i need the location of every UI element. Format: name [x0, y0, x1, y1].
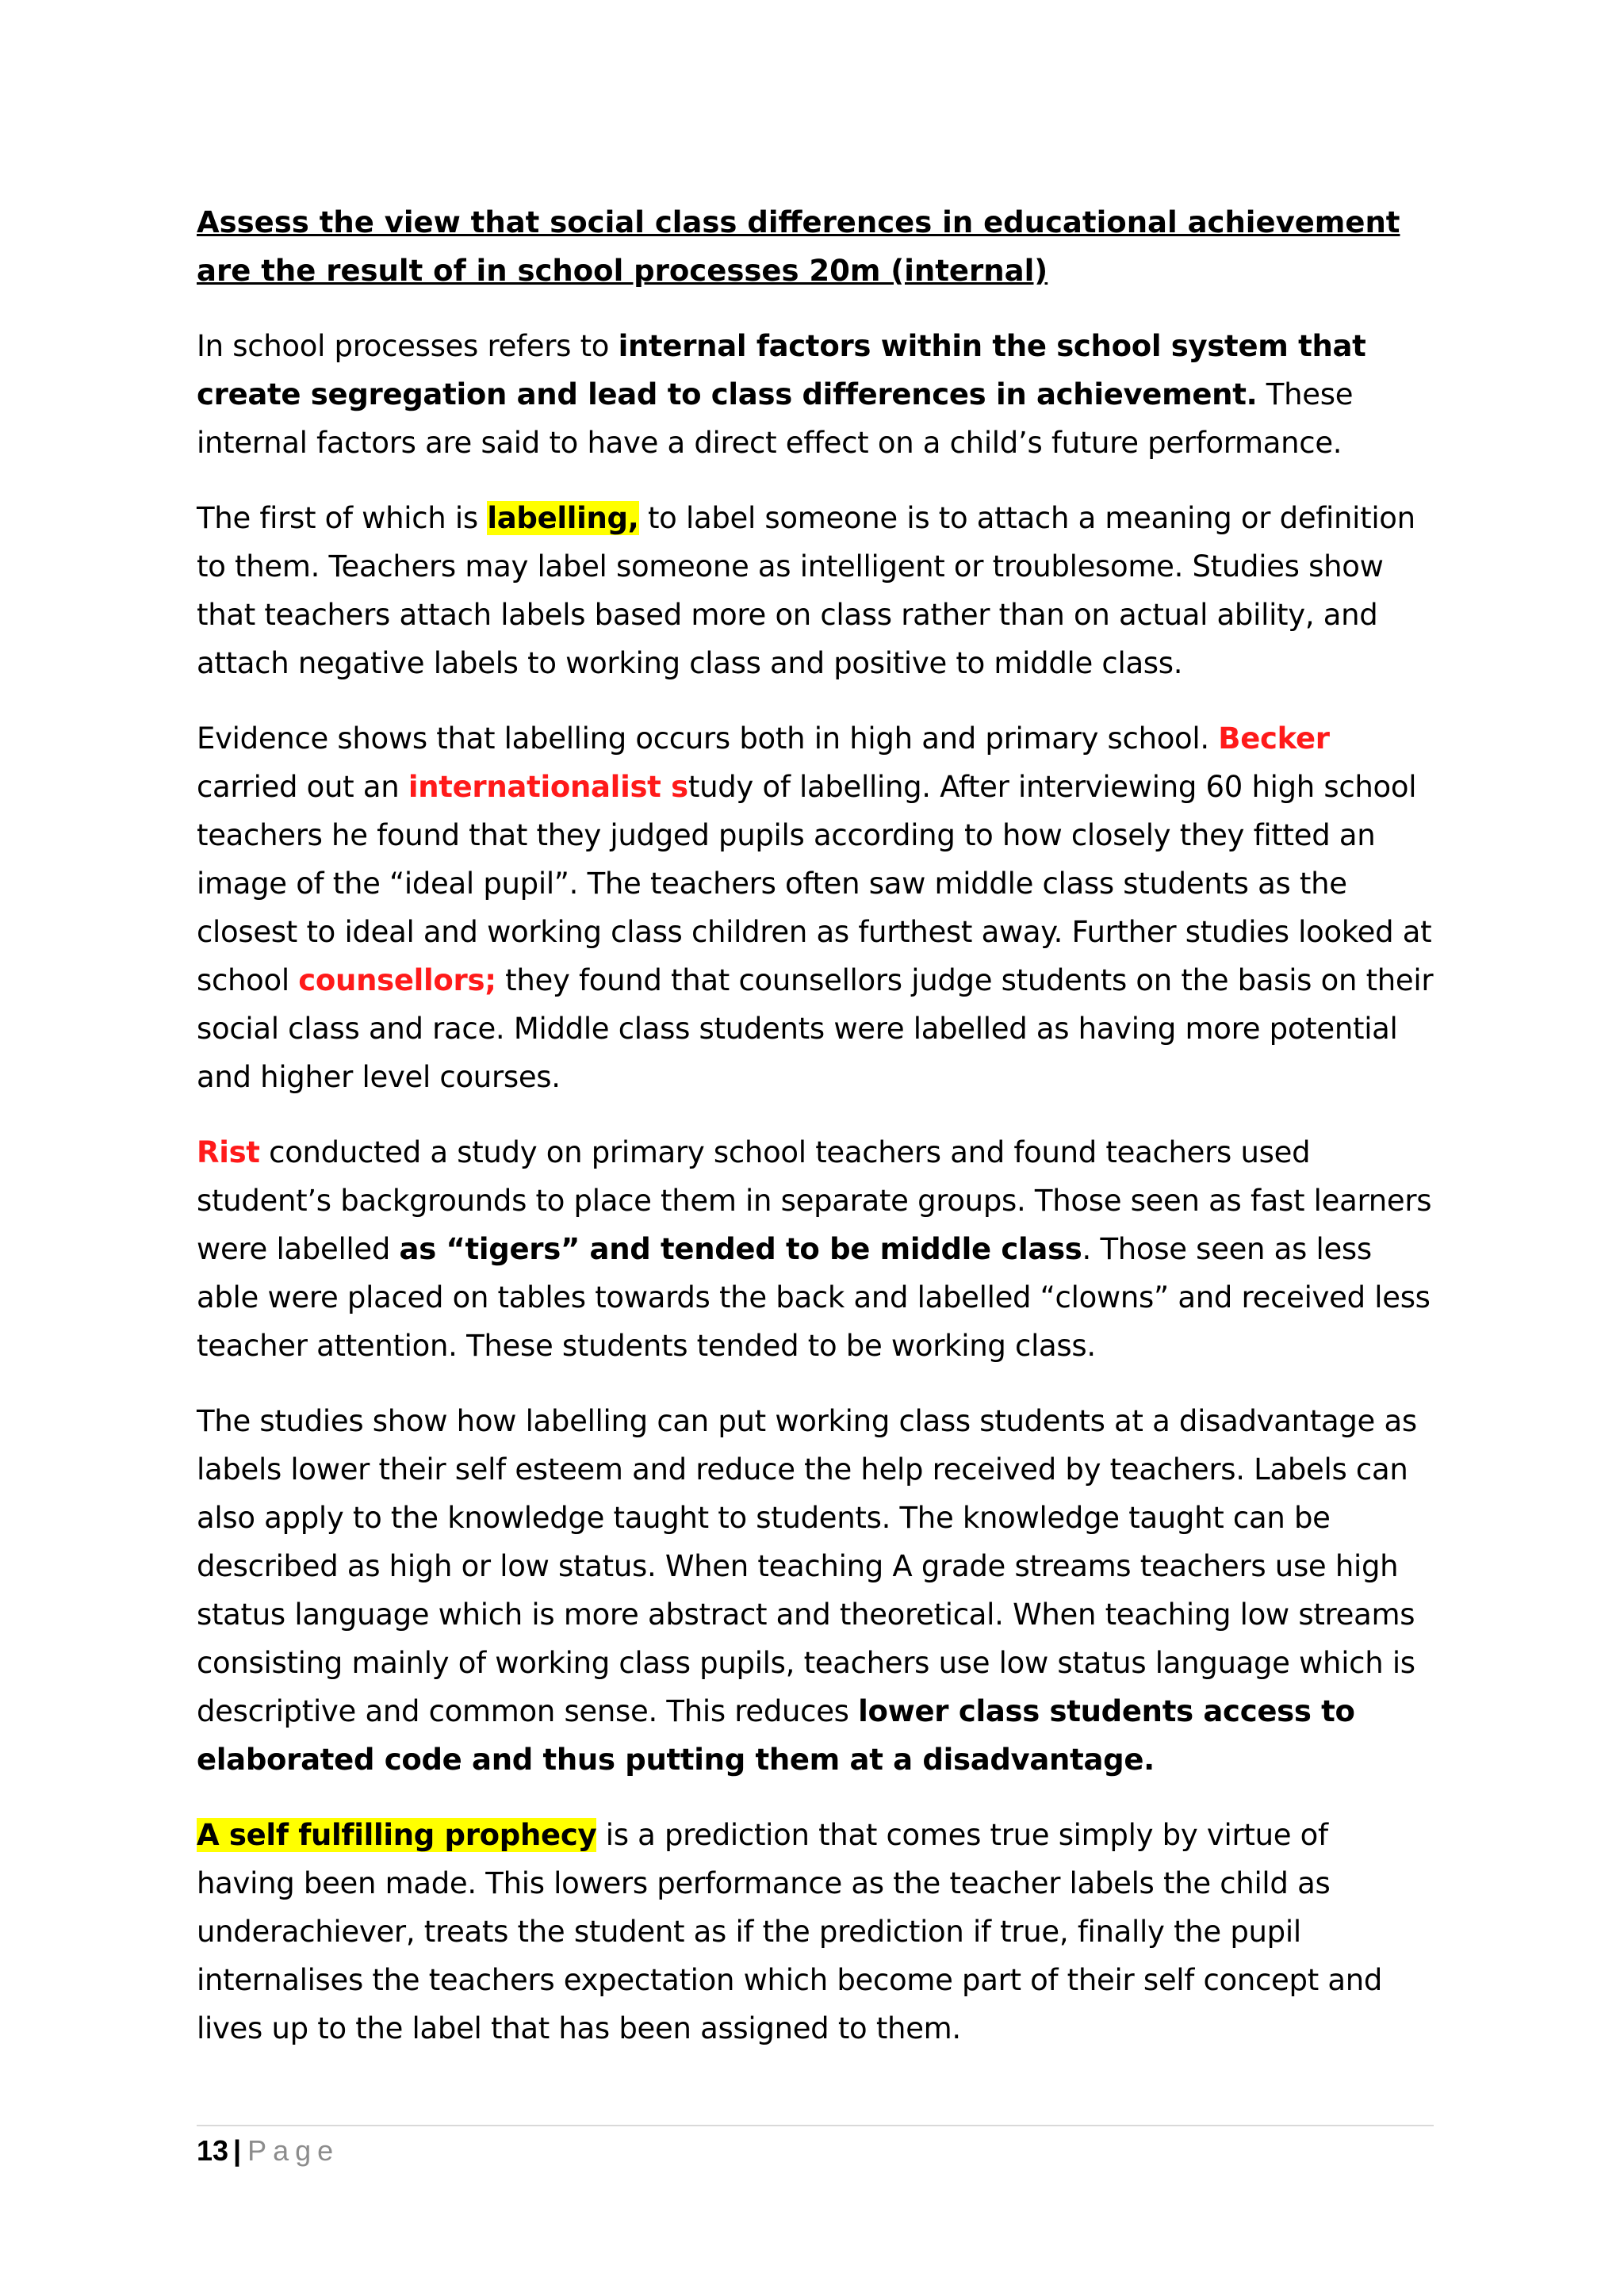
footer-divider [197, 2125, 1434, 2126]
paragraph-becker: Evidence shows that labelling occurs both in high and primary school. Becker carried out an internationalist study of labelling. After interviewing 60 high school teachers he found that they judged pupils according to how closely they fitted an image of the “ideal pupil”. The teachers often saw middle class students as the closest to ideal and working class children as furthest away. Further studies looked at school counsellors; they found that counsellors judge students on the basis on their social class and race. Middle class students were labelled as having more potential and higher level courses. [197, 721, 1434, 1094]
page-number: 13 [197, 2134, 229, 2167]
keyword-rist: Rist [197, 1135, 260, 1169]
document-body [197, 198, 1434, 2080]
paragraph-intro: In school processes refers to internal factors within the school system that create segregation and lead to class differences in achievement. These internal factors are said to have a direct effect on a child’s future performance. [197, 329, 1366, 460]
keyword-counsellors: counsellors; [298, 963, 496, 997]
page-label: Page [247, 2134, 340, 2167]
paragraph-prophecy: A self fulfilling prophecy is a prediction that comes true simply by virtue of having been made. This lowers performance as the teacher labels the child as underachiever, treats the student as if the prediction if true, finally the pupil internalises the teachers expectation which become part of their self concept and lives up to the label that has been assigned to them. [197, 1818, 1383, 2045]
paragraph-studies: The studies show how labelling can put working class students at a disadvantage as labels lower their self esteem and reduce the help received by teachers. Labels can also apply to the knowledge taught to students. The knowledge taught can be described as high or low status. When teaching A grade streams teachers use high status language which is more abstract and theoretical. When teaching low streams consisting mainly of working class pupils, teachers use low status language which is descriptive and common sense. This reduces lower class students access to elaborated code and thus putting them at a disadvantage. [197, 1404, 1417, 1777]
footer-separator: | [233, 2134, 242, 2167]
keyword-internationalist: internationalist s [408, 770, 688, 804]
paragraph-labelling: The first of which is labelling, to label someone is to attach a meaning or definition to them. Teachers may label someone as intelligent or troublesome. Studies show that teachers attach labels based more on class rather than on actual ability, and attach negative labels to working class and positive to middle class. [197, 501, 1415, 680]
page-footer [197, 2131, 339, 2171]
paragraph-rist: Rist conducted a study on primary school teachers and found teachers used student’s backgrounds to place them in separate groups. Those seen as fast learners were labelled as “tigers” and tended to be middle class. Those seen as less able were placed on tables towards the back and labelled “clowns” and received less teacher attention. These students tended to be working class. [197, 1135, 1432, 1363]
keyword-becker: Becker [1218, 721, 1330, 756]
highlight-labelling: labelling, [487, 501, 639, 535]
highlight-self-fulfilling-prophecy: A self fulfilling prophecy [197, 1818, 597, 1852]
essay-title: Assess the view that social class differences in educational achievement are the result of in school processes 20m (internal) [197, 205, 1400, 288]
